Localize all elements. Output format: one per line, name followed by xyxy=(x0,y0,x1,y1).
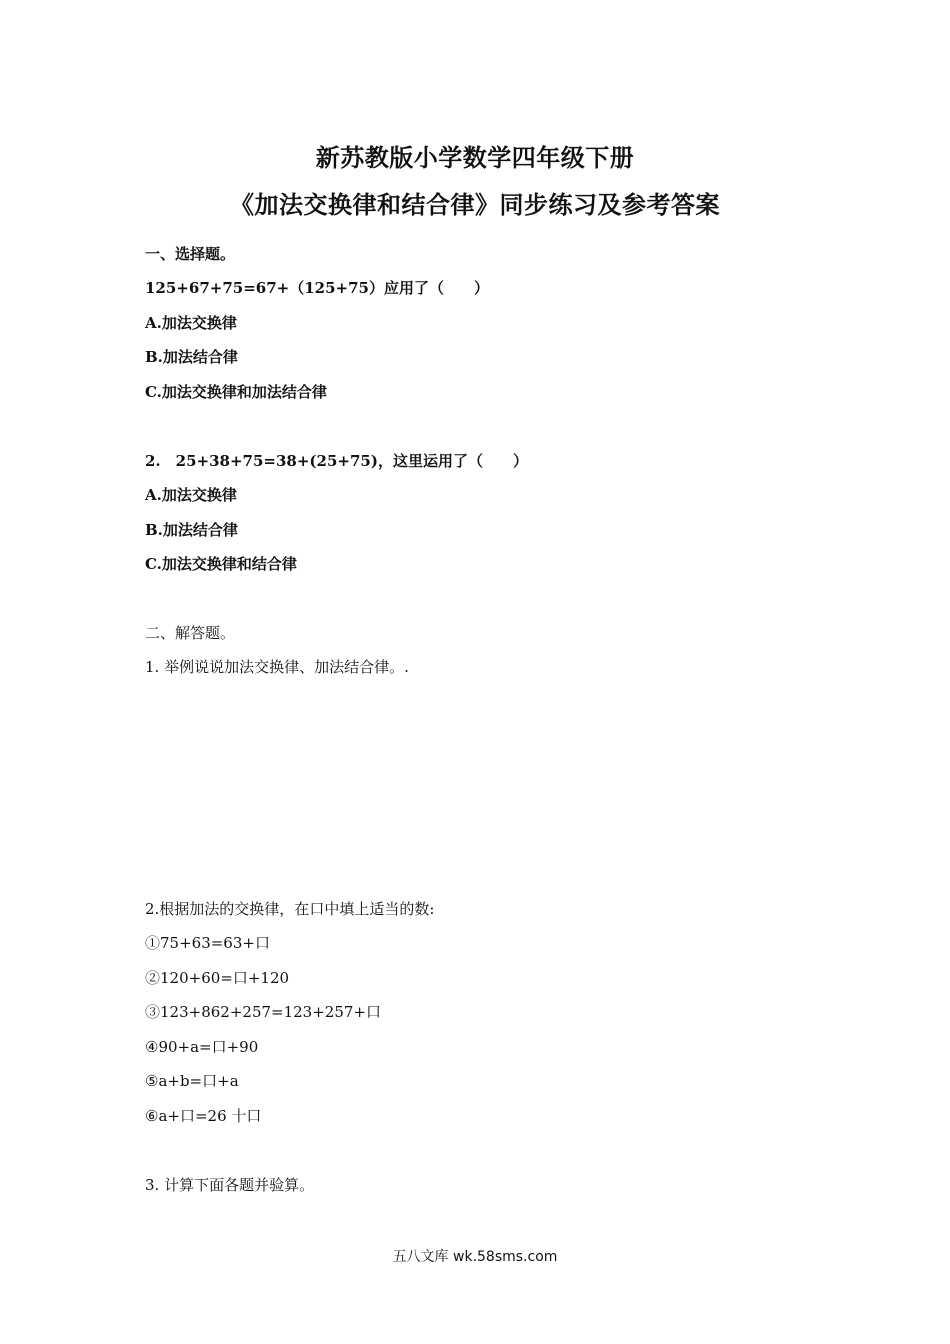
question-1-option-c: C.加法交换律和加法结合律 xyxy=(145,383,327,401)
answer-question-2-stem: 2.根据加法的交换律，在口中填上适当的数: xyxy=(145,900,435,918)
answer-question-2-item-1: ①75+63=63+口 xyxy=(145,934,270,952)
section-1-heading: 一、选择题。 xyxy=(145,245,236,263)
question-2-stem: 2. 25+38+75=38+(25+75)，这里运用了（ ） xyxy=(145,452,528,470)
answer-question-1: 1. 举例说说加法交换律、加法结合律。. xyxy=(145,658,409,676)
footer-watermark: 五八文库 wk.58sms.com xyxy=(392,1249,558,1265)
question-2-option-c: C.加法交换律和结合律 xyxy=(145,555,297,573)
answer-question-2-item-4: ④90+a=口+90 xyxy=(145,1038,259,1056)
question-2-option-b: B.加法结合律 xyxy=(145,521,238,539)
answer-question-2-item-5: ⑤a+b=口+a xyxy=(145,1072,239,1090)
answer-question-3: 3. 计算下面各题并验算。 xyxy=(145,1176,315,1194)
answer-question-2-item-2: ②120+60=口+120 xyxy=(145,969,290,987)
document-title-line-2: 《加法交换律和结合律》同步练习及参考答案 xyxy=(230,190,720,219)
question-1-stem: 125+67+75=67+（125+75）应用了（ ） xyxy=(145,279,489,297)
answer-question-2-item-3: ③123+862+257=123+257+口 xyxy=(145,1003,381,1021)
question-1-option-b: B.加法结合律 xyxy=(145,348,238,366)
answer-question-2-item-6: ⑥a+口=26 十口 xyxy=(145,1107,262,1125)
question-2-option-a: A.加法交换律 xyxy=(145,486,237,504)
document-title-line-1: 新苏教版小学数学四年级下册 xyxy=(315,143,635,172)
section-2-heading: 二、解答题。 xyxy=(145,624,236,642)
question-1-option-a: A.加法交换律 xyxy=(145,314,237,332)
